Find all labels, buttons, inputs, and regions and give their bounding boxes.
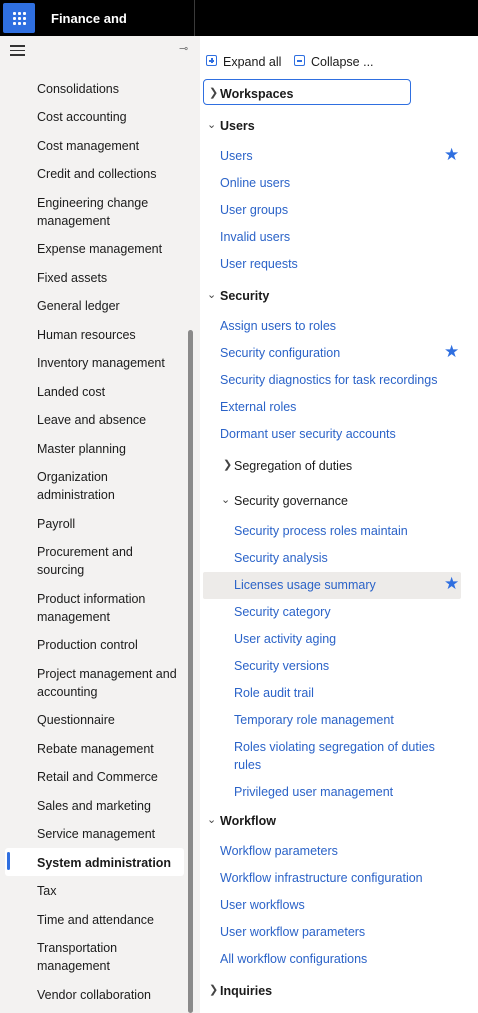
link-security-configuration[interactable]: Security configuration (220, 346, 341, 360)
expand-icon (206, 55, 217, 66)
nav-item-landed-cost[interactable]: Landed cost (37, 385, 106, 399)
link-user-workflows[interactable]: User workflows (220, 898, 305, 912)
nav-item-system-administration[interactable]: System administration (37, 856, 172, 870)
group-workflow[interactable]: Workflow (220, 814, 277, 828)
nav-item-time-and-attendance[interactable]: Time and attendance (37, 913, 154, 927)
nav-item-project-management-and-accounting[interactable]: Project management and accounting (37, 667, 177, 699)
nav-item-engineering-change-management[interactable]: Engineering change management (37, 196, 149, 228)
nav-item-fixed-assets[interactable]: Fixed assets (37, 271, 108, 285)
nav-scrollbar[interactable] (188, 330, 193, 1013)
chevron-right-icon: ❯ (209, 87, 219, 99)
nav-item-human-resources[interactable]: Human resources (37, 328, 136, 342)
group-workspaces[interactable]: Workspaces (220, 87, 294, 101)
nav-item-organization-administration[interactable]: Organization administration (37, 470, 115, 502)
expand-all-label: Expand all (223, 55, 282, 69)
nav-item-sales-and-marketing[interactable]: Sales and marketing (37, 799, 151, 813)
active-item-indicator (7, 852, 10, 870)
nav-item-consolidations[interactable]: Consolidations (37, 82, 119, 96)
chevron-down-icon: ⌄ (207, 814, 217, 826)
collapse-all-button[interactable] (294, 55, 374, 69)
chevron-right-icon: ❯ (209, 984, 219, 996)
link-dormant-user-security-accounts[interactable]: Dormant user security accounts (220, 427, 396, 441)
link-security-analysis[interactable]: Security analysis (234, 551, 328, 565)
link-user-groups[interactable]: User groups (220, 203, 289, 217)
link-external-roles[interactable]: External roles (220, 400, 297, 414)
pin-icon[interactable]: ⊸ (179, 43, 189, 55)
nav-item-expense-management[interactable]: Expense management (37, 242, 163, 256)
nav-item-rebate-management[interactable]: Rebate management (37, 742, 154, 756)
link-security-category[interactable]: Security category (234, 605, 331, 619)
nav-item-leave-and-absence[interactable]: Leave and absence (37, 413, 147, 427)
nav-item-tax[interactable]: Tax (37, 884, 57, 898)
app-launcher-icon[interactable] (3, 3, 35, 33)
link-workflow-infrastructure-configuration[interactable]: Workflow infrastructure configuration (220, 871, 423, 885)
nav-item-procurement-and-sourcing[interactable]: Procurement and sourcing (37, 545, 133, 577)
nav-item-retail-and-commerce[interactable]: Retail and Commerce (37, 770, 158, 784)
nav-item-product-information-management[interactable]: Product information management (37, 592, 146, 624)
link-role-audit-trail[interactable]: Role audit trail (234, 686, 314, 700)
nav-item-cost-management[interactable]: Cost management (37, 139, 140, 153)
link-privileged-user-management[interactable]: Privileged user management (234, 785, 394, 799)
link-users[interactable]: Users (220, 149, 253, 163)
hamburger-icon[interactable] (10, 45, 25, 56)
link-online-users[interactable]: Online users (220, 176, 291, 190)
group-segregation-of-duties[interactable]: Segregation of duties (234, 459, 353, 473)
nav-item-production-control[interactable]: Production control (37, 638, 138, 652)
link-all-workflow-configurations[interactable]: All workflow configurations (220, 952, 368, 966)
chevron-down-icon: ⌄ (207, 289, 217, 301)
group-users[interactable]: Users (220, 119, 255, 133)
link-user-requests[interactable]: User requests (220, 257, 298, 271)
nav-item-questionnaire[interactable]: Questionnaire (37, 713, 115, 727)
app-title[interactable]: Finance and (37, 0, 195, 36)
nav-item-master-planning[interactable]: Master planning (37, 442, 126, 456)
star-icon[interactable]: ★ (444, 342, 460, 361)
star-icon[interactable]: ★ (444, 145, 460, 164)
group-security-governance[interactable]: Security governance (234, 494, 348, 508)
top-bar (0, 0, 478, 36)
chevron-down-icon: ⌄ (221, 494, 231, 506)
group-inquiries[interactable]: Inquiries (220, 984, 273, 998)
nav-item-cost-accounting[interactable]: Cost accounting (37, 110, 127, 124)
nav-item-inventory-management[interactable]: Inventory management (37, 356, 165, 370)
navigation-pane (0, 36, 196, 1013)
module-content (200, 36, 478, 1013)
collapse-all-label: Collapse ... (311, 55, 374, 69)
expand-all-button[interactable] (206, 55, 281, 69)
link-security-diagnostics[interactable]: Security diagnostics for task recordings (220, 373, 438, 387)
nav-item-vendor-collaboration[interactable]: Vendor collaboration (37, 988, 151, 1002)
group-security[interactable]: Security (220, 289, 270, 303)
nav-item-service-management[interactable]: Service management (37, 827, 156, 841)
nav-item-payroll[interactable]: Payroll (37, 517, 76, 531)
nav-item-transportation-management[interactable]: Transportation management (37, 941, 118, 973)
link-security-versions[interactable]: Security versions (234, 659, 330, 673)
link-assign-users-to-roles[interactable]: Assign users to roles (220, 319, 337, 333)
nav-item-credit-and-collections[interactable]: Credit and collections (37, 167, 157, 181)
link-workflow-parameters[interactable]: Workflow parameters (220, 844, 338, 858)
link-roles-violating-segregation[interactable]: Roles violating segregation of duties rules (234, 740, 435, 772)
link-invalid-users[interactable]: Invalid users (220, 230, 291, 244)
chevron-down-icon: ⌄ (207, 119, 217, 131)
chevron-right-icon: ❯ (223, 459, 233, 471)
link-temporary-role-management[interactable]: Temporary role management (234, 713, 394, 727)
star-icon[interactable]: ★ (444, 574, 460, 593)
collapse-icon (294, 55, 305, 66)
link-user-workflow-parameters[interactable]: User workflow parameters (220, 925, 366, 939)
link-licenses-usage-summary[interactable]: Licenses usage summary (234, 578, 376, 592)
link-user-activity-aging[interactable]: User activity aging (234, 632, 337, 646)
nav-item-general-ledger[interactable]: General ledger (37, 299, 120, 313)
link-security-process-roles-maintain[interactable]: Security process roles maintain (234, 524, 408, 538)
